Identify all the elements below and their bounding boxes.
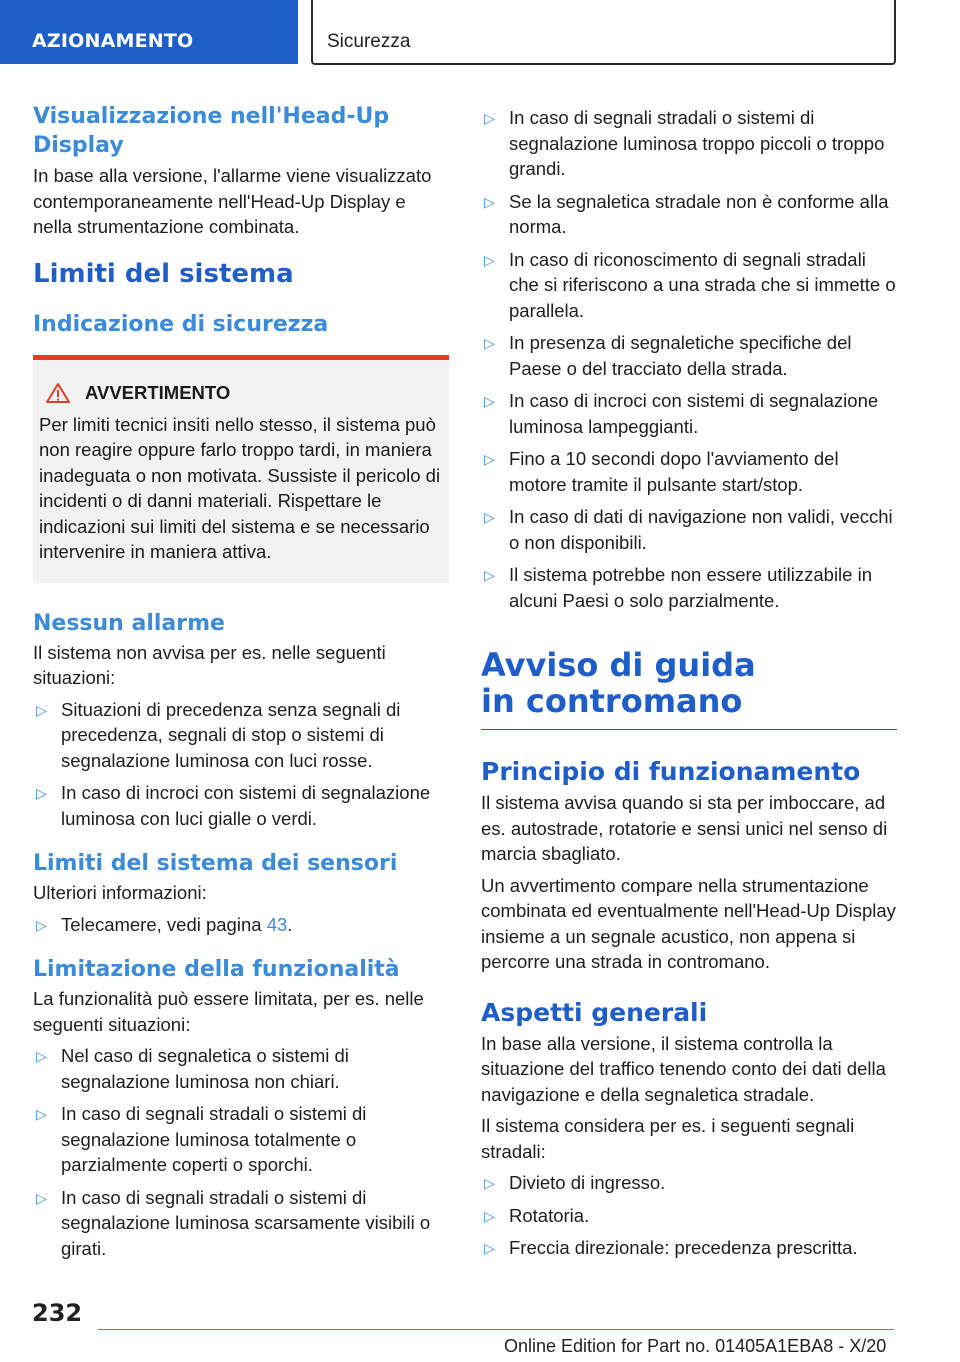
list-item (33, 697, 449, 774)
hud-paragraph: In base alla versione, l'allarme viene visualizzato contemporaneamente nell'Head-Up Display e nella strumentazione combinata. (33, 165, 432, 237)
list-item (481, 504, 897, 555)
list-item-text: Rotatoria. (509, 1204, 590, 1226)
safety-heading: Indicazione di sicurezza (33, 311, 329, 337)
list-item-text: In caso di incroci con sistemi di segnalazione luminosa con luci gialle o verdi. (61, 782, 431, 829)
section-tab: Sicurezza (311, 0, 896, 65)
edition-note: Online Edition for Part no. 01405A1EBA8 - X/20 (504, 1336, 887, 1356)
list-item (481, 330, 897, 381)
list-item (481, 105, 897, 182)
list-item-text: Il sistema potrebbe non essere utilizzabile in alcuni Paesi o solo parzialmente. (509, 564, 872, 611)
triangle-bullet-icon: ▷ (484, 1207, 495, 1224)
hud-heading: Visualizzazione nell'Head-Up Display (33, 104, 390, 158)
functionality-paragraph: La funzionalità può essere limitata, per es. nelle seguenti situazioni: (33, 988, 424, 1035)
list-item (481, 189, 897, 240)
chapter-tab: AZIONAMENTO (0, 0, 298, 64)
triangle-bullet-icon: ▷ (36, 1106, 47, 1122)
footer-divider (98, 1329, 894, 1330)
warning-title: AVVERTIMENTO (85, 381, 231, 403)
sensor-list (33, 912, 449, 938)
triangle-bullet-icon: ▷ (484, 1175, 495, 1191)
list-item-text: Situazioni di precedenza senza segnali di precedenza, segnali di stop o sistemi di segnalazione luminosa con luci rosse. (61, 698, 401, 771)
list-item (481, 247, 897, 324)
page-number: 232 (32, 1299, 83, 1327)
list-item (481, 562, 897, 613)
general-paragraph-2: Il sistema considera per es. i seguenti segnali stradali: (481, 1115, 855, 1162)
triangle-bullet-icon: ▷ (484, 451, 495, 467)
list-item-text: In caso di segnali stradali o sistemi di segnalazione luminosa scarsamente visibili o girati. (61, 1186, 431, 1259)
triangle-bullet-icon: ▷ (36, 785, 47, 801)
list-item (481, 1235, 897, 1261)
functionality-list (33, 1043, 449, 1261)
triangle-bullet-icon: ▷ (36, 916, 47, 933)
list-item (33, 1043, 449, 1094)
list-item (33, 1185, 449, 1262)
list-item-text: Nel caso di segnaletica o sistemi di segnalazione luminosa non chiari. (61, 1045, 349, 1092)
left-column (33, 102, 449, 1268)
principle-heading: Principio di funzionamento (481, 757, 861, 786)
list-item-text: In caso di segnali stradali o sistemi di segnalazione luminosa troppo piccoli o troppo grandi. (509, 107, 885, 179)
list-item-suffix: . (287, 913, 293, 935)
list-item (481, 446, 897, 497)
warning-triangle-icon (45, 382, 71, 404)
sensor-limits-heading: Limiti del sistema dei sensori (33, 851, 398, 876)
triangle-bullet-icon: ▷ (36, 701, 47, 718)
list-item (33, 780, 449, 831)
principle-paragraph-1: Il sistema avvisa quando si sta per imboccare, ad es. autostrade, rotatorie e sensi unici nel senso di marcia sbagliato. (481, 792, 888, 864)
no-alarm-list (33, 697, 449, 832)
triangle-bullet-icon: ▷ (484, 251, 495, 268)
list-item-text: In caso di riconoscimento di segnali stradali che si riferiscono a una strada che si immette o parallela. (509, 248, 896, 321)
list-item-text: Se la segnaletica stradale non è conforme alla norma. (509, 190, 889, 237)
list-item-text: Freccia direzionale: precedenza prescritta. (509, 1237, 858, 1258)
list-item-text: Divieto di ingresso. (509, 1172, 666, 1193)
no-alarm-paragraph: Il sistema non avvisa per es. nelle seguenti situazioni: (33, 641, 386, 688)
triangle-bullet-icon: ▷ (484, 509, 495, 525)
triangle-bullet-icon: ▷ (484, 110, 495, 126)
triangle-bullet-icon: ▷ (484, 567, 495, 583)
triangle-bullet-icon: ▷ (36, 1048, 47, 1064)
functionality-heading: Limitazione della funzionalità (33, 957, 400, 982)
page-reference-link[interactable]: 43 (266, 913, 288, 935)
wrong-way-heading: Avviso di guida in contromano (481, 646, 756, 720)
sensor-paragraph: Ulteriori informazioni: (33, 882, 207, 903)
warning-title-row (39, 382, 441, 404)
general-paragraph-1: In base alla versione, il sistema controlla la situazione del traffico tenendo conto dei dati della navigazione e della segnaletica stradale. (481, 1032, 886, 1105)
triangle-bullet-icon: ▷ (484, 393, 495, 409)
list-item-text: In caso di segnali stradali o sistemi di segnalazione luminosa totalmente o parzialmente coperti o sporchi. (61, 1103, 367, 1175)
right-column (481, 105, 897, 1268)
list-item-text: In caso di dati di navigazione non validi, vecchi o non disponibili. (509, 506, 893, 553)
list-item-text: In caso di incroci con sistemi di segnalazione luminosa lampeggianti. (509, 390, 879, 437)
list-item-text: Telecamere, vedi pagina (61, 913, 267, 935)
system-limits-heading: Limiti del sistema (33, 258, 294, 289)
triangle-bullet-icon: ▷ (36, 1189, 47, 1206)
general-heading: Aspetti generali (481, 997, 708, 1027)
list-item (481, 1203, 897, 1229)
principle-paragraph-2: Un avvertimento compare nella strumentazione combinata ed eventualmente nell'Head-Up Display insieme a un segnale acustico, non appena si percorre una strada in contromano. (481, 874, 896, 972)
functionality-list-continued (481, 105, 897, 613)
list-item (481, 1170, 897, 1196)
triangle-bullet-icon: ▷ (484, 193, 495, 210)
list-item (33, 1101, 449, 1178)
warning-text: Per limiti tecnici insiti nello stesso, il sistema può non reagire oppure farlo troppo tardi, in maniera inadeguata o non motivata. Sussiste il pericolo di incidenti o di danni materiali. Rispettare le indicazioni sui limiti del sistema e se necessario intervenire in maniera attiva. (39, 413, 441, 562)
warning-box (33, 355, 449, 583)
general-list (481, 1170, 897, 1261)
triangle-bullet-icon: ▷ (484, 335, 495, 351)
no-alarm-heading: Nessun allarme (33, 610, 225, 636)
list-item-text: Fino a 10 secondi dopo l'avviamento del motore tramite il pulsante start/stop. (509, 448, 839, 495)
list-item (481, 388, 897, 439)
list-item-text: In presenza di segnaletiche specifiche del Paese o del tracciato della strada. (509, 332, 852, 379)
heading-divider (481, 729, 897, 730)
triangle-bullet-icon: ▷ (484, 1240, 495, 1256)
list-item (33, 912, 449, 938)
